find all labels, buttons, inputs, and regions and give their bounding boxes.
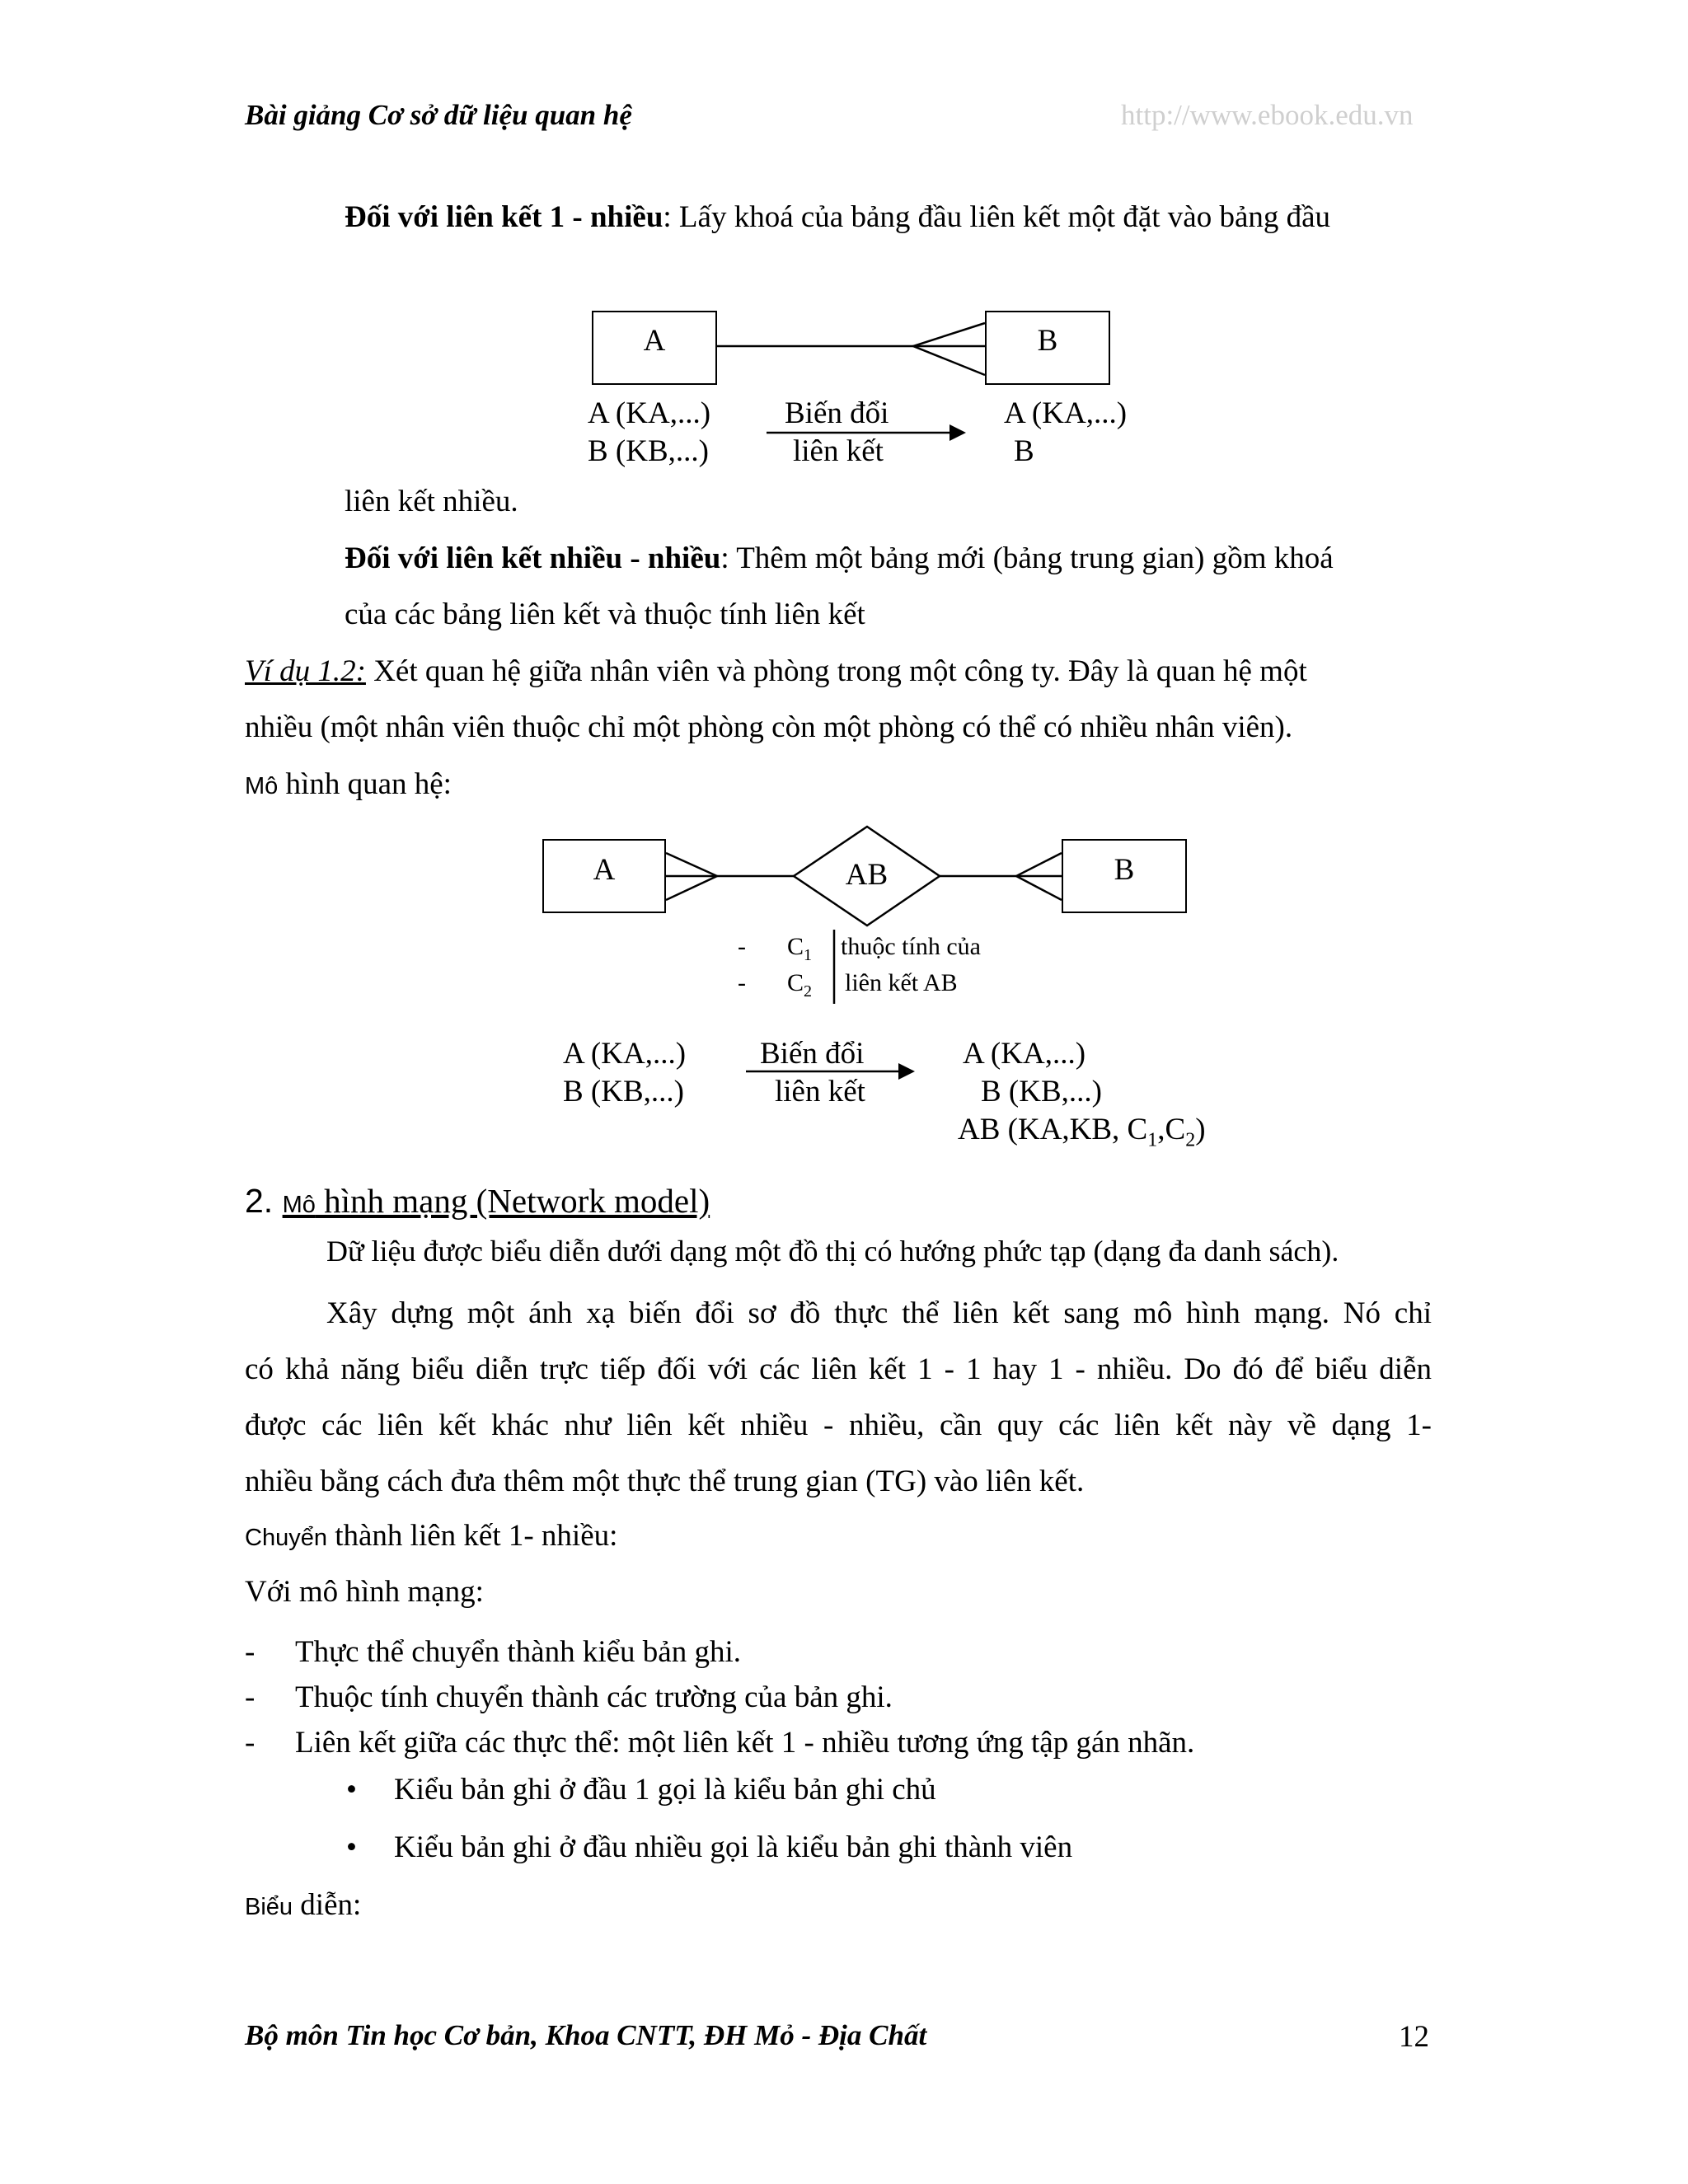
attr1-dash: - (738, 933, 746, 960)
bullet-icon: • (346, 1830, 357, 1864)
attr2-dash: - (738, 969, 746, 996)
d2-right-line3: AB (KA,KB, $C_1,C_2$) (958, 1113, 1206, 1151)
network-p2-line4: nhiều bằng cách đưa thêm một thực thể trung gian (TG) vào liên kết. (245, 1465, 1085, 1498)
model-small: Mô (245, 773, 279, 799)
d1-arrow-bottom: liên kết (793, 434, 884, 468)
one-many-text: : Lấy khoá của bảng đầu liên kết một đặt vào bảng đầu (663, 200, 1331, 234)
d2-right-line1: A (KA,...) (963, 1037, 1086, 1071)
d1-left-line2: B (KB,...) (588, 434, 709, 468)
relation-ab-label: AB (845, 858, 889, 892)
model-rest: hình quan hệ: (278, 767, 452, 801)
list-item-2: Thuộc tính chuyển thành các trường của bản ghi. (295, 1680, 893, 1714)
network-p1: Dữ liệu được biểu diễn dưới dạng một đồ thị có hướng phức tạp (dạng đa danh sách). (326, 1235, 1339, 1268)
repr-small: Biểu (245, 1894, 293, 1920)
list-dash-1: - (245, 1635, 256, 1669)
d2-arrow-top: Biến đổi (760, 1037, 865, 1071)
attr1: $C_1$ (787, 933, 813, 964)
d1-arrow-top: Biến đổi (785, 396, 889, 430)
entity-b-label: B (1114, 853, 1135, 887)
d1-right-line2: B (1014, 434, 1034, 468)
network-p2-line3: được các liên kết khác như liên kết nhiều - nhiều, cần quy các liên kết này về dạng 1- (245, 1408, 1432, 1442)
d2-right-line2: B (KB,...) (981, 1075, 1102, 1108)
section2-heading (245, 1181, 710, 1221)
section2-small: Mô (282, 1192, 316, 1218)
entity-a-label: A (593, 853, 616, 887)
repr-rest: diễn: (293, 1888, 362, 1922)
section2-number: 2. (245, 1182, 283, 1220)
attr-note-line2: liên kết AB (845, 969, 958, 996)
section2-title: hình mạng (Network model) (315, 1182, 710, 1220)
arrow-head-icon (898, 1063, 915, 1080)
convert-label (245, 1518, 617, 1554)
one-many-continued: liên kết nhiều. (345, 485, 518, 518)
d2-arrow-bottom: liên kết (775, 1075, 865, 1108)
d2-left-line1: A (KA,...) (563, 1037, 687, 1071)
bullet-icon: • (346, 1773, 357, 1807)
entity-b-label: B (1037, 324, 1058, 358)
many-many-text: : Thêm một bảng mới (bảng trung gian) gồm khoá (720, 541, 1334, 575)
list-dash-2: - (245, 1680, 256, 1714)
one-many-label: Đối với liên kết 1 - nhiều (345, 200, 663, 234)
with-model-label: Với mô hình mạng: (245, 1575, 484, 1609)
d1-left-line1: A (KA,...) (588, 396, 711, 430)
bullet-item-2: Kiểu bản ghi ở đầu nhiều gọi là kiểu bản ghi thành viên (394, 1830, 1073, 1864)
bullet-item-1: Kiểu bản ghi ở đầu 1 gọi là kiểu bản ghi chủ (394, 1773, 936, 1807)
network-p2-line2: có khả năng biểu diễn trực tiếp đối với các liên kết 1 - 1 hay 1 - nhiều. Do đó để biểu diễn (245, 1352, 1432, 1386)
many-many-continued: của các bảng liên kết và thuộc tính liên kết (345, 598, 865, 631)
running-header-title: Bài giảng Cơ sở dữ liệu quan hệ (245, 99, 632, 131)
running-header-url: http://www.ebook.edu.vn (1121, 99, 1414, 131)
example-label: Ví dụ 1.2: (245, 654, 366, 688)
list-dash-3: - (245, 1726, 256, 1760)
list-item-3: Liên kết giữa các thực thể: một liên kết 1 - nhiều tương ứng tập gán nhãn. (295, 1726, 1195, 1760)
entity-a-label: A (643, 324, 666, 358)
page-number: 12 (1399, 2020, 1429, 2054)
network-p2-line1: Xây dựng một ánh xạ biến đổi sơ đồ thực thể liên kết sang mô hình mạng. Nó chỉ (326, 1296, 1432, 1330)
example-text: Xét quan hệ giữa nhân viên và phòng trong một công ty. Đây là quan hệ một (365, 654, 1307, 688)
example-line2: nhiều (một nhân viên thuộc chỉ một phòng còn một phòng có thể có nhiều nhân viên). (245, 710, 1293, 744)
d1-right-line1: A (KA,...) (1004, 396, 1128, 430)
representation-label (245, 1887, 361, 1924)
convert-rest: thành liên kết 1- nhiều: (326, 1519, 618, 1553)
list-item-1: Thực thể chuyển thành kiểu bản ghi. (295, 1635, 741, 1669)
attr2: $C_2$ (787, 969, 813, 1001)
convert-small: Chuyển (245, 1525, 327, 1551)
network-p2 (245, 1286, 1432, 1510)
footer-department: Bộ môn Tin học Cơ bản, Khoa CNTT, ĐH Mỏ - Địa Chất (245, 2019, 927, 2051)
attr-note-line1: thuộc tính của (841, 933, 981, 960)
many-many-label: Đối với liên kết nhiều - nhiều (345, 541, 721, 575)
d2-left-line2: B (KB,...) (563, 1075, 684, 1108)
